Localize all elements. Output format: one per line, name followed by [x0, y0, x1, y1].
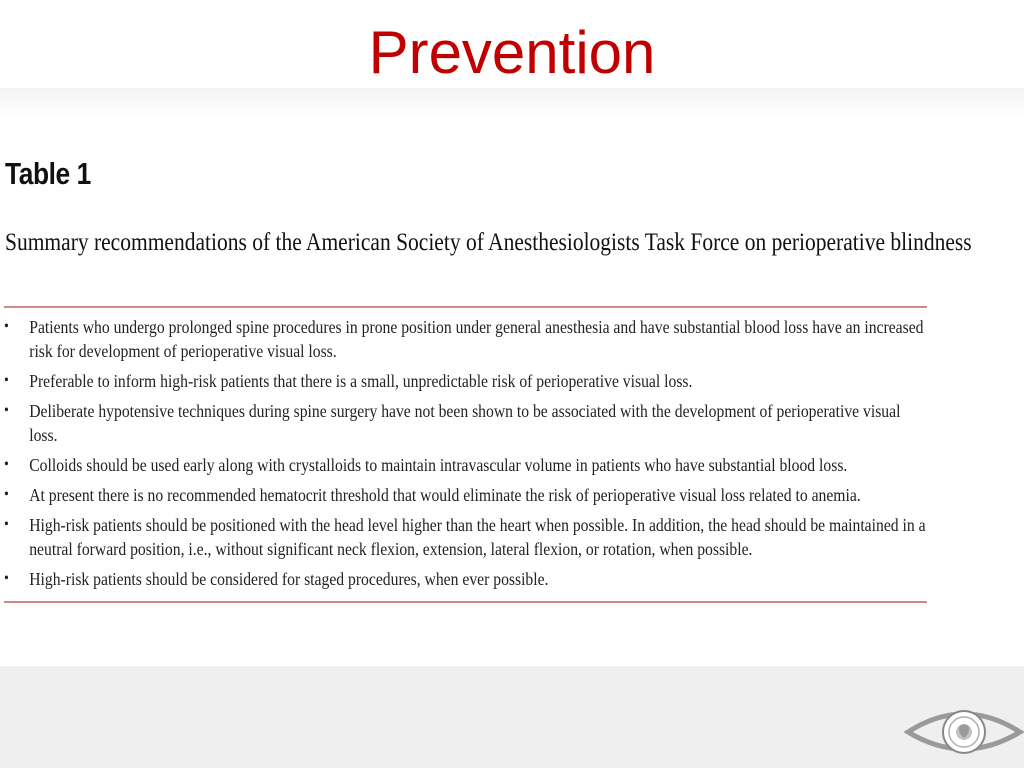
- recommendation-item: [4, 483, 926, 507]
- bullet-icon: •: [4, 402, 9, 419]
- table-caption: Summary recommendations of the American Society of Anesthesiologists Task Force on perioperative blindness: [5, 229, 972, 256]
- recommendation-item: [4, 399, 926, 447]
- recommendation-item: [4, 567, 926, 591]
- recommendation-text: High-risk patients should be considered for staged procedures, when ever possible.: [29, 569, 549, 589]
- recommendation-item: [4, 315, 926, 363]
- bullet-icon: •: [4, 486, 9, 503]
- panel-shade: [0, 88, 1024, 118]
- table-bottom-rule: [4, 601, 927, 603]
- recommendation-text: Preferable to inform high-risk patients that there is a small, unpredictable risk of perioperative visual loss.: [29, 371, 693, 391]
- recommendation-item: [4, 453, 926, 477]
- bullet-icon: •: [4, 570, 9, 587]
- slide-title: Prevention: [368, 19, 656, 86]
- recommendation-text: High-risk patients should be positioned with the head level higher than the heart when possible. In addition, the head should be maintained in a neutral forward position, i.e., without significant neck flexion, extension, lateral flexion, or rotation, when possible.: [29, 515, 926, 559]
- bullet-icon: •: [4, 456, 9, 473]
- recommendation-text: Patients who undergo prolonged spine procedures in prone position under general anesthesia and have substantial blood loss have an increased risk for development of perioperative visual loss.: [29, 317, 924, 361]
- bullet-icon: •: [4, 318, 9, 335]
- recommendation-text: At present there is no recommended hematocrit threshold that would eliminate the risk of perioperative visual loss related to anemia.: [29, 485, 861, 505]
- bullet-icon: •: [4, 372, 9, 389]
- university-eye-seal-icon: [904, 700, 1024, 760]
- recommendation-item: [4, 513, 926, 561]
- table-label: Table 1: [5, 156, 91, 191]
- table-screenshot: [0, 88, 1024, 666]
- recommendation-text: Colloids should be used early along with crystalloids to maintain intravascular volume in patients who have substantial blood loss.: [29, 455, 848, 475]
- recommendation-text: Deliberate hypotensive techniques during spine surgery have not been shown to be associated with the development of perioperative visual loss.: [29, 401, 901, 445]
- table-top-rule: [4, 306, 927, 308]
- bullet-icon: •: [4, 516, 9, 533]
- recommendation-list: [4, 315, 926, 597]
- recommendation-item: [4, 369, 926, 393]
- footer-band: [0, 666, 1024, 768]
